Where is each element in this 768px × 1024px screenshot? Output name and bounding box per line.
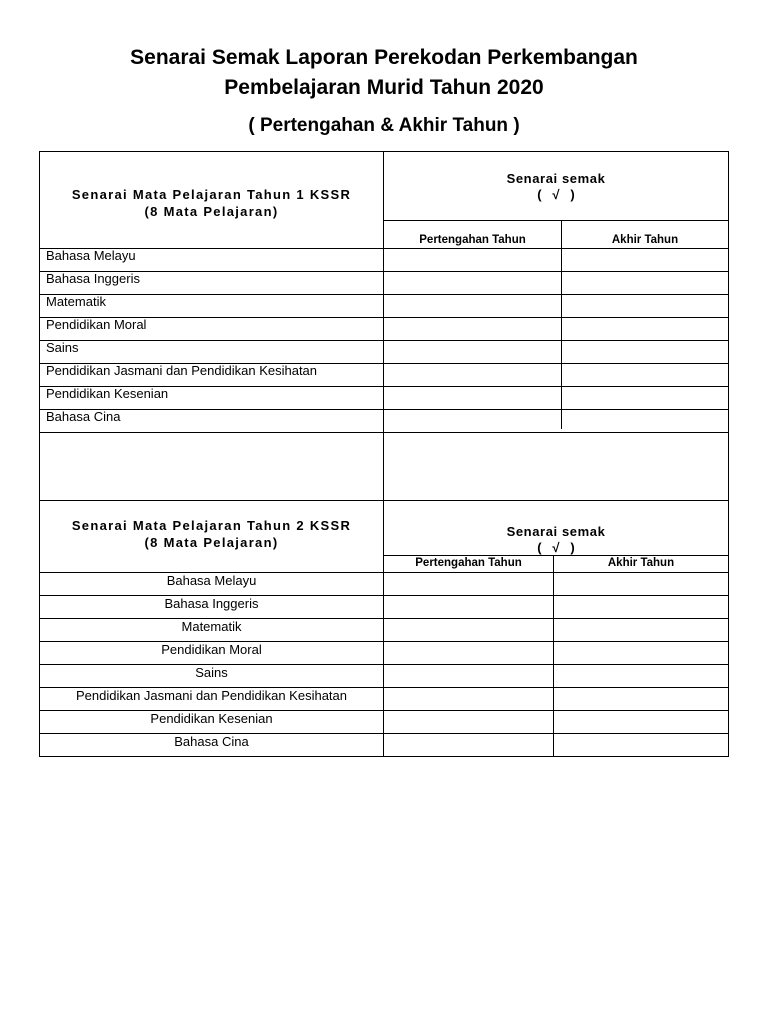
tahun1-subject: Pendidikan Jasmani dan Pendidikan Kesihatan [46, 363, 318, 378]
tahun2-subcol-divider [553, 555, 554, 757]
tahun1-col-end: Akhir Tahun [611, 234, 679, 246]
tahun2-subject: Matematik [181, 619, 242, 634]
tahun1-row-rule [39, 340, 729, 341]
tahun1-subject: Bahasa Inggeris [46, 271, 140, 286]
tahun1-subject: Pendidikan Kesenian [46, 386, 169, 401]
tahun1-col-mid: Pertengahan Tahun [419, 234, 526, 246]
tahun2-subject: Bahasa Cina [174, 734, 249, 749]
tahun2-heading-line1: Senarai Mata Pelajaran Tahun 2 KSSR [71, 518, 352, 533]
tahun1-subject: Bahasa Melayu [46, 248, 136, 263]
tahun1-row-rule [39, 432, 729, 433]
section-rule [39, 500, 729, 501]
tahun2-subject: Pendidikan Kesenian [150, 711, 273, 726]
tahun2-subject: Pendidikan Jasmani dan Pendidikan Kesihatan [75, 688, 348, 703]
tahun1-row-rule [39, 409, 729, 410]
tahun2-subject: Pendidikan Moral [161, 642, 262, 657]
tahun1-subject: Bahasa Cina [46, 409, 121, 424]
tahun1-heading-line2: (8 Mata Pelajaran) [144, 204, 279, 219]
tahun2-subject: Sains [195, 665, 228, 680]
tahun1-subject: Sains [46, 340, 79, 355]
tahun2-checklist-label: Senarai semak [506, 524, 606, 539]
tahun1-subcol-divider [561, 220, 562, 429]
tahun2-col-mid: Pertengahan Tahun [415, 557, 522, 569]
document-title-line1: Senarai Semak Laporan Perekodan Perkembangan [130, 46, 638, 69]
tahun2-heading-line2: (8 Mata Pelajaran) [144, 535, 279, 550]
tahun1-heading-line1: Senarai Mata Pelajaran Tahun 1 KSSR [71, 187, 352, 202]
tahun1-checklist-label: Senarai semak [506, 171, 606, 186]
document-subtitle: ( Pertengahan & Akhir Tahun ) [248, 115, 520, 136]
document-title-line2: Pembelajaran Murid Tahun 2020 [224, 76, 544, 99]
tahun2-col-end: Akhir Tahun [607, 557, 675, 569]
tahun2-checkmark: ( √ ) [537, 540, 575, 555]
tahun1-row-rule [39, 294, 729, 295]
tahun2-subject: Bahasa Inggeris [164, 596, 259, 611]
tahun2-subject: Bahasa Melayu [166, 573, 257, 588]
tahun1-subject: Matematik [46, 294, 106, 309]
tahun1-subject: Pendidikan Moral [46, 317, 147, 332]
tahun1-row-rule [39, 248, 729, 249]
tahun1-checkmark: ( √ ) [537, 187, 575, 202]
tahun1-row-rule [39, 271, 729, 272]
tahun1-header-rule [383, 220, 729, 221]
